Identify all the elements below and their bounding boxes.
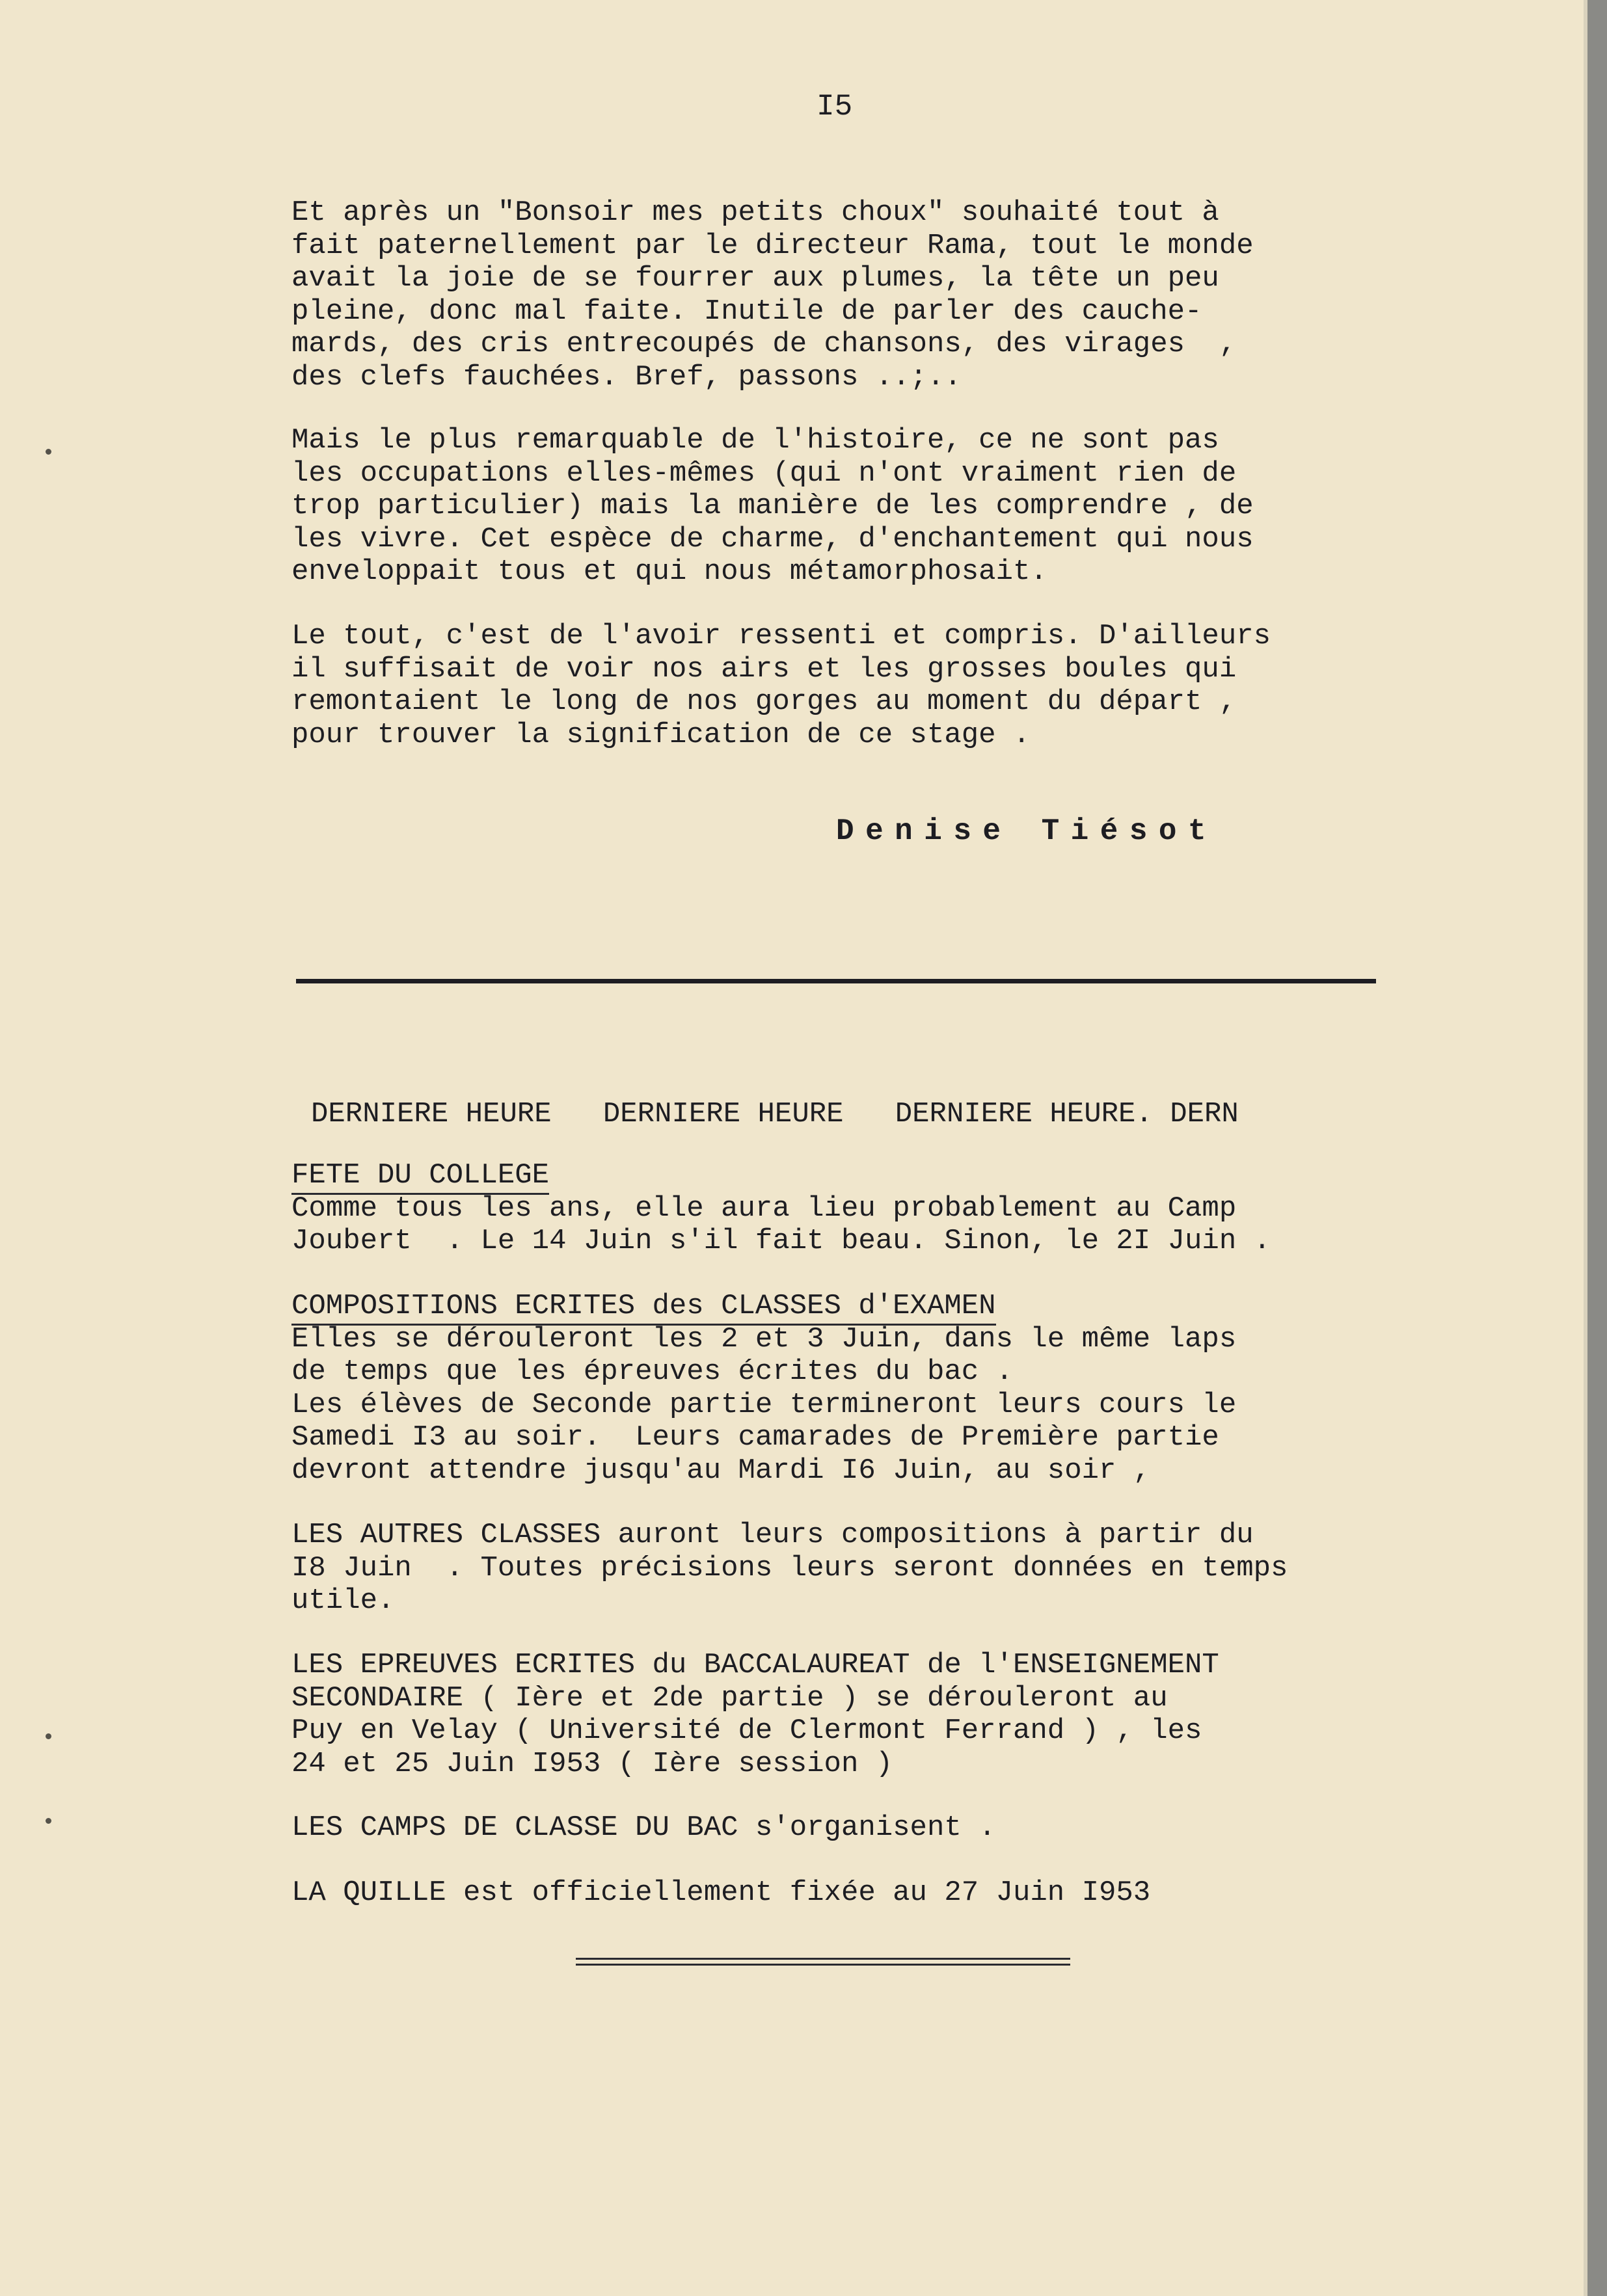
text-line: de temps que les épreuves écrites du bac . (291, 1355, 1013, 1388)
author-signature: Denise Tiésot (836, 814, 1218, 848)
section-quille (291, 1876, 1424, 1910)
punch-hole-mark (46, 1818, 51, 1824)
text-line: les vivre. Cet espèce de charme, d'enchantement qui nous (291, 522, 1254, 555)
text-line: des clefs fauchées. Bref, passons ..;.. (291, 360, 962, 394)
text-line: Joubert . Le 14 Juin s'il fait beau. Sinon, le 2I Juin . (291, 1225, 1271, 1257)
paragraph-remarquable (291, 424, 1424, 589)
paragraph-bonsoir (291, 196, 1424, 394)
text-line: LES EPREUVES ECRITES du BACCALAUREAT de l'ENSEIGNEMENT (291, 1649, 1219, 1681)
text-line: Samedi I3 au soir. Leurs camarades de Première partie (291, 1421, 1219, 1454)
closing-double-rule (576, 1958, 1070, 1966)
section-fete-du-college (291, 1159, 1424, 1258)
text-line: pleine, donc mal faite. Inutile de parler des cauche- (291, 295, 1202, 328)
text-line: mards, des cris entrecoupés de chansons, des virages , (291, 328, 1237, 360)
paragraph-ressenti (291, 620, 1424, 751)
text-line: Puy en Velay ( Université de Clermont Ferrand ) , les (291, 1715, 1202, 1747)
text-line: avait la joie de se fourrer aux plumes, la tête un peu (291, 262, 1219, 295)
text-line: enveloppait tous et qui nous métamorphosait. (291, 555, 1047, 588)
text-line: LES AUTRES CLASSES auront leurs compositions à partir du (291, 1519, 1254, 1551)
page-number: I5 (817, 90, 853, 124)
punch-hole-mark (46, 1733, 51, 1739)
section-compositions (291, 1290, 1424, 1487)
text-line: LA QUILLE est officiellement fixée au 27 Juin I953 (291, 1876, 1151, 1909)
text-line: les occupations elles-mêmes (qui n'ont vraiment rien de (291, 457, 1237, 490)
section-autres-classes (291, 1519, 1424, 1618)
text-line: Elles se dérouleront les 2 et 3 Juin, dans le même laps (291, 1322, 1237, 1355)
section-heading: COMPOSITIONS ECRITES des CLASSES d'EXAMEN (291, 1290, 996, 1326)
text-line: Comme tous les ans, elle aura lieu probablement au Camp (291, 1192, 1237, 1225)
text-line: pour trouver la signification de ce stage . (291, 718, 1031, 751)
text-line: LES CAMPS DE CLASSE DU BAC s'organisent . (291, 1811, 996, 1844)
text-line: SECONDAIRE ( Ière et 2de partie ) se dérouleront au (291, 1681, 1168, 1715)
text-line: Mais le plus remarquable de l'histoire, ce ne sont pas (291, 424, 1219, 457)
text-line: Et après un "Bonsoir mes petits choux" souhaité tout à (291, 196, 1219, 229)
text-line: il suffisait de voir nos airs et les grosses boules qui (291, 652, 1237, 686)
section-divider (296, 979, 1376, 983)
section-baccalaureat (291, 1649, 1424, 1780)
text-line: trop particulier) mais la manière de les comprendre , de (291, 490, 1254, 522)
text-line: fait paternellement par le directeur Rama, tout le monde (291, 229, 1254, 262)
punch-hole-mark (46, 449, 51, 455)
text-line: 24 et 25 Juin I953 ( Ière session ) (291, 1747, 893, 1780)
derniere-heure-banner: DERNIERE HEURE DERNIERE HEURE DERNIERE HEURE. DERN (311, 1098, 1239, 1130)
text-line: Le tout, c'est de l'avoir ressenti et compris. D'ailleurs (291, 620, 1271, 652)
section-camps (291, 1811, 1424, 1845)
section-heading: FETE DU COLLEGE (291, 1159, 549, 1195)
text-line: utile. (291, 1584, 395, 1617)
text-line: devront attendre jusqu'au Mardi I6 Juin, au soir , (291, 1454, 1151, 1487)
text-line: remontaient le long de nos gorges au moment du départ , (291, 686, 1237, 718)
text-line: Les élèves de Seconde partie termineront leurs cours le (291, 1388, 1237, 1421)
text-line: I8 Juin . Toutes précisions leurs seront données en temps (291, 1551, 1288, 1584)
